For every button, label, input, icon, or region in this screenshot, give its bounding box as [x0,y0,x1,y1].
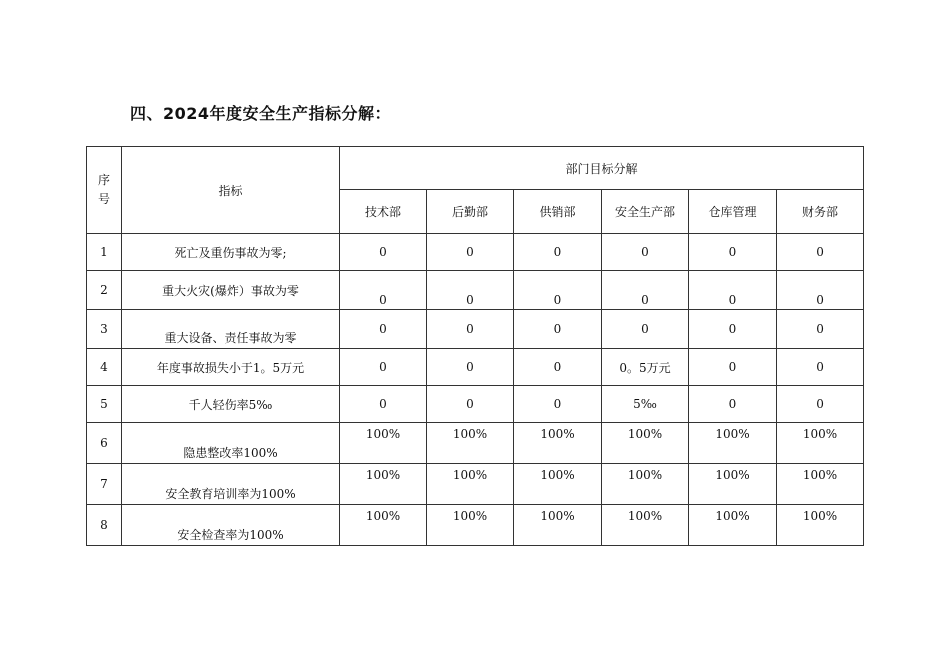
table-row [87,310,864,349]
row-seq: 8 [87,505,122,546]
row-dept-value: 0 [427,386,514,423]
row-dept-value: 0 [427,234,514,271]
row-dept-value: 0 [689,234,777,271]
row-dept-value: 100% [340,505,427,546]
row-dept-value: 0 [777,271,864,310]
row-dept-value: 0 [340,349,427,386]
row-indicator: 死亡及重伤事故为零; [122,234,340,271]
row-dept-value: 0 [427,310,514,349]
row-dept-value: 0 [689,349,777,386]
dept-header-finance: 财务部 [777,190,864,234]
row-dept-value: 100% [777,464,864,505]
row-dept-value: 0 [427,349,514,386]
row-seq: 4 [87,349,122,386]
row-dept-value: 0 [689,310,777,349]
dept-header-logistics: 后勤部 [427,190,514,234]
row-dept-value: 0 [777,349,864,386]
safety-indicator-table [86,146,864,546]
row-dept-value: 0 [340,271,427,310]
row-dept-value: 100% [514,423,602,464]
row-dept-value: 0 [777,234,864,271]
section-heading: 四、2024年度安全生产指标分解： [130,104,392,123]
row-indicator: 安全检查率为100% [122,505,340,546]
row-dept-value: 100% [602,423,689,464]
department-group-header: 部门目标分解 [340,147,864,190]
seq-header [87,147,122,234]
row-seq: 7 [87,464,122,505]
row-dept-value: 100% [689,423,777,464]
dept-header-warehouse: 仓库管理 [689,190,777,234]
row-indicator: 安全教育培训率为100% [122,464,340,505]
row-seq: 6 [87,423,122,464]
row-indicator: 重大设备、责任事故为零 [122,310,340,349]
row-indicator: 千人轻伤率5‰ [122,386,340,423]
row-dept-value: 0 [514,310,602,349]
row-dept-value: 0 [602,271,689,310]
row-dept-value: 0 [777,386,864,423]
row-dept-value: 0 [777,310,864,349]
row-indicator: 重大火灾(爆炸）事故为零 [122,271,340,310]
seq-header-line-1: 序 [97,172,110,187]
row-dept-value: 0 [427,271,514,310]
row-dept-value: 0 [514,234,602,271]
row-indicator: 年度事故损失小于1。5万元 [122,349,340,386]
row-dept-value: 100% [340,464,427,505]
row-dept-value: 100% [427,464,514,505]
dept-header-supply: 供销部 [514,190,602,234]
row-seq: 1 [87,234,122,271]
row-dept-value: 100% [514,464,602,505]
row-seq: 5 [87,386,122,423]
table-row [87,505,864,546]
row-dept-value: 100% [340,423,427,464]
row-dept-value: 100% [427,423,514,464]
row-dept-value: 0 [514,386,602,423]
row-dept-value: 0 [602,234,689,271]
row-dept-value: 0 [602,310,689,349]
indicator-header: 指标 [122,147,340,234]
row-dept-value: 100% [514,505,602,546]
row-seq: 3 [87,310,122,349]
dept-header-tech: 技术部 [340,190,427,234]
row-dept-value: 0。5万元 [602,349,689,386]
row-dept-value: 100% [602,505,689,546]
row-dept-value: 0 [514,349,602,386]
row-dept-value: 0 [514,271,602,310]
row-dept-value: 0 [689,271,777,310]
row-dept-value: 100% [777,423,864,464]
row-dept-value: 0 [340,310,427,349]
seq-header-line-2: 号 [97,192,110,206]
table-row [87,349,864,386]
row-dept-value: 100% [777,505,864,546]
row-dept-value: 100% [427,505,514,546]
row-dept-value: 100% [689,464,777,505]
table-row [87,386,864,423]
table-row [87,464,864,505]
row-dept-value: 0 [340,386,427,423]
row-dept-value: 100% [602,464,689,505]
table-row [87,423,864,464]
row-dept-value: 5‰ [602,386,689,423]
row-indicator: 隐患整改率100% [122,423,340,464]
row-dept-value: 100% [689,505,777,546]
header-row-1 [87,147,864,190]
row-seq: 2 [87,271,122,310]
row-dept-value: 0 [340,234,427,271]
row-dept-value: 0 [689,386,777,423]
table-row [87,234,864,271]
dept-header-safety: 安全生产部 [602,190,689,234]
table-row [87,271,864,310]
